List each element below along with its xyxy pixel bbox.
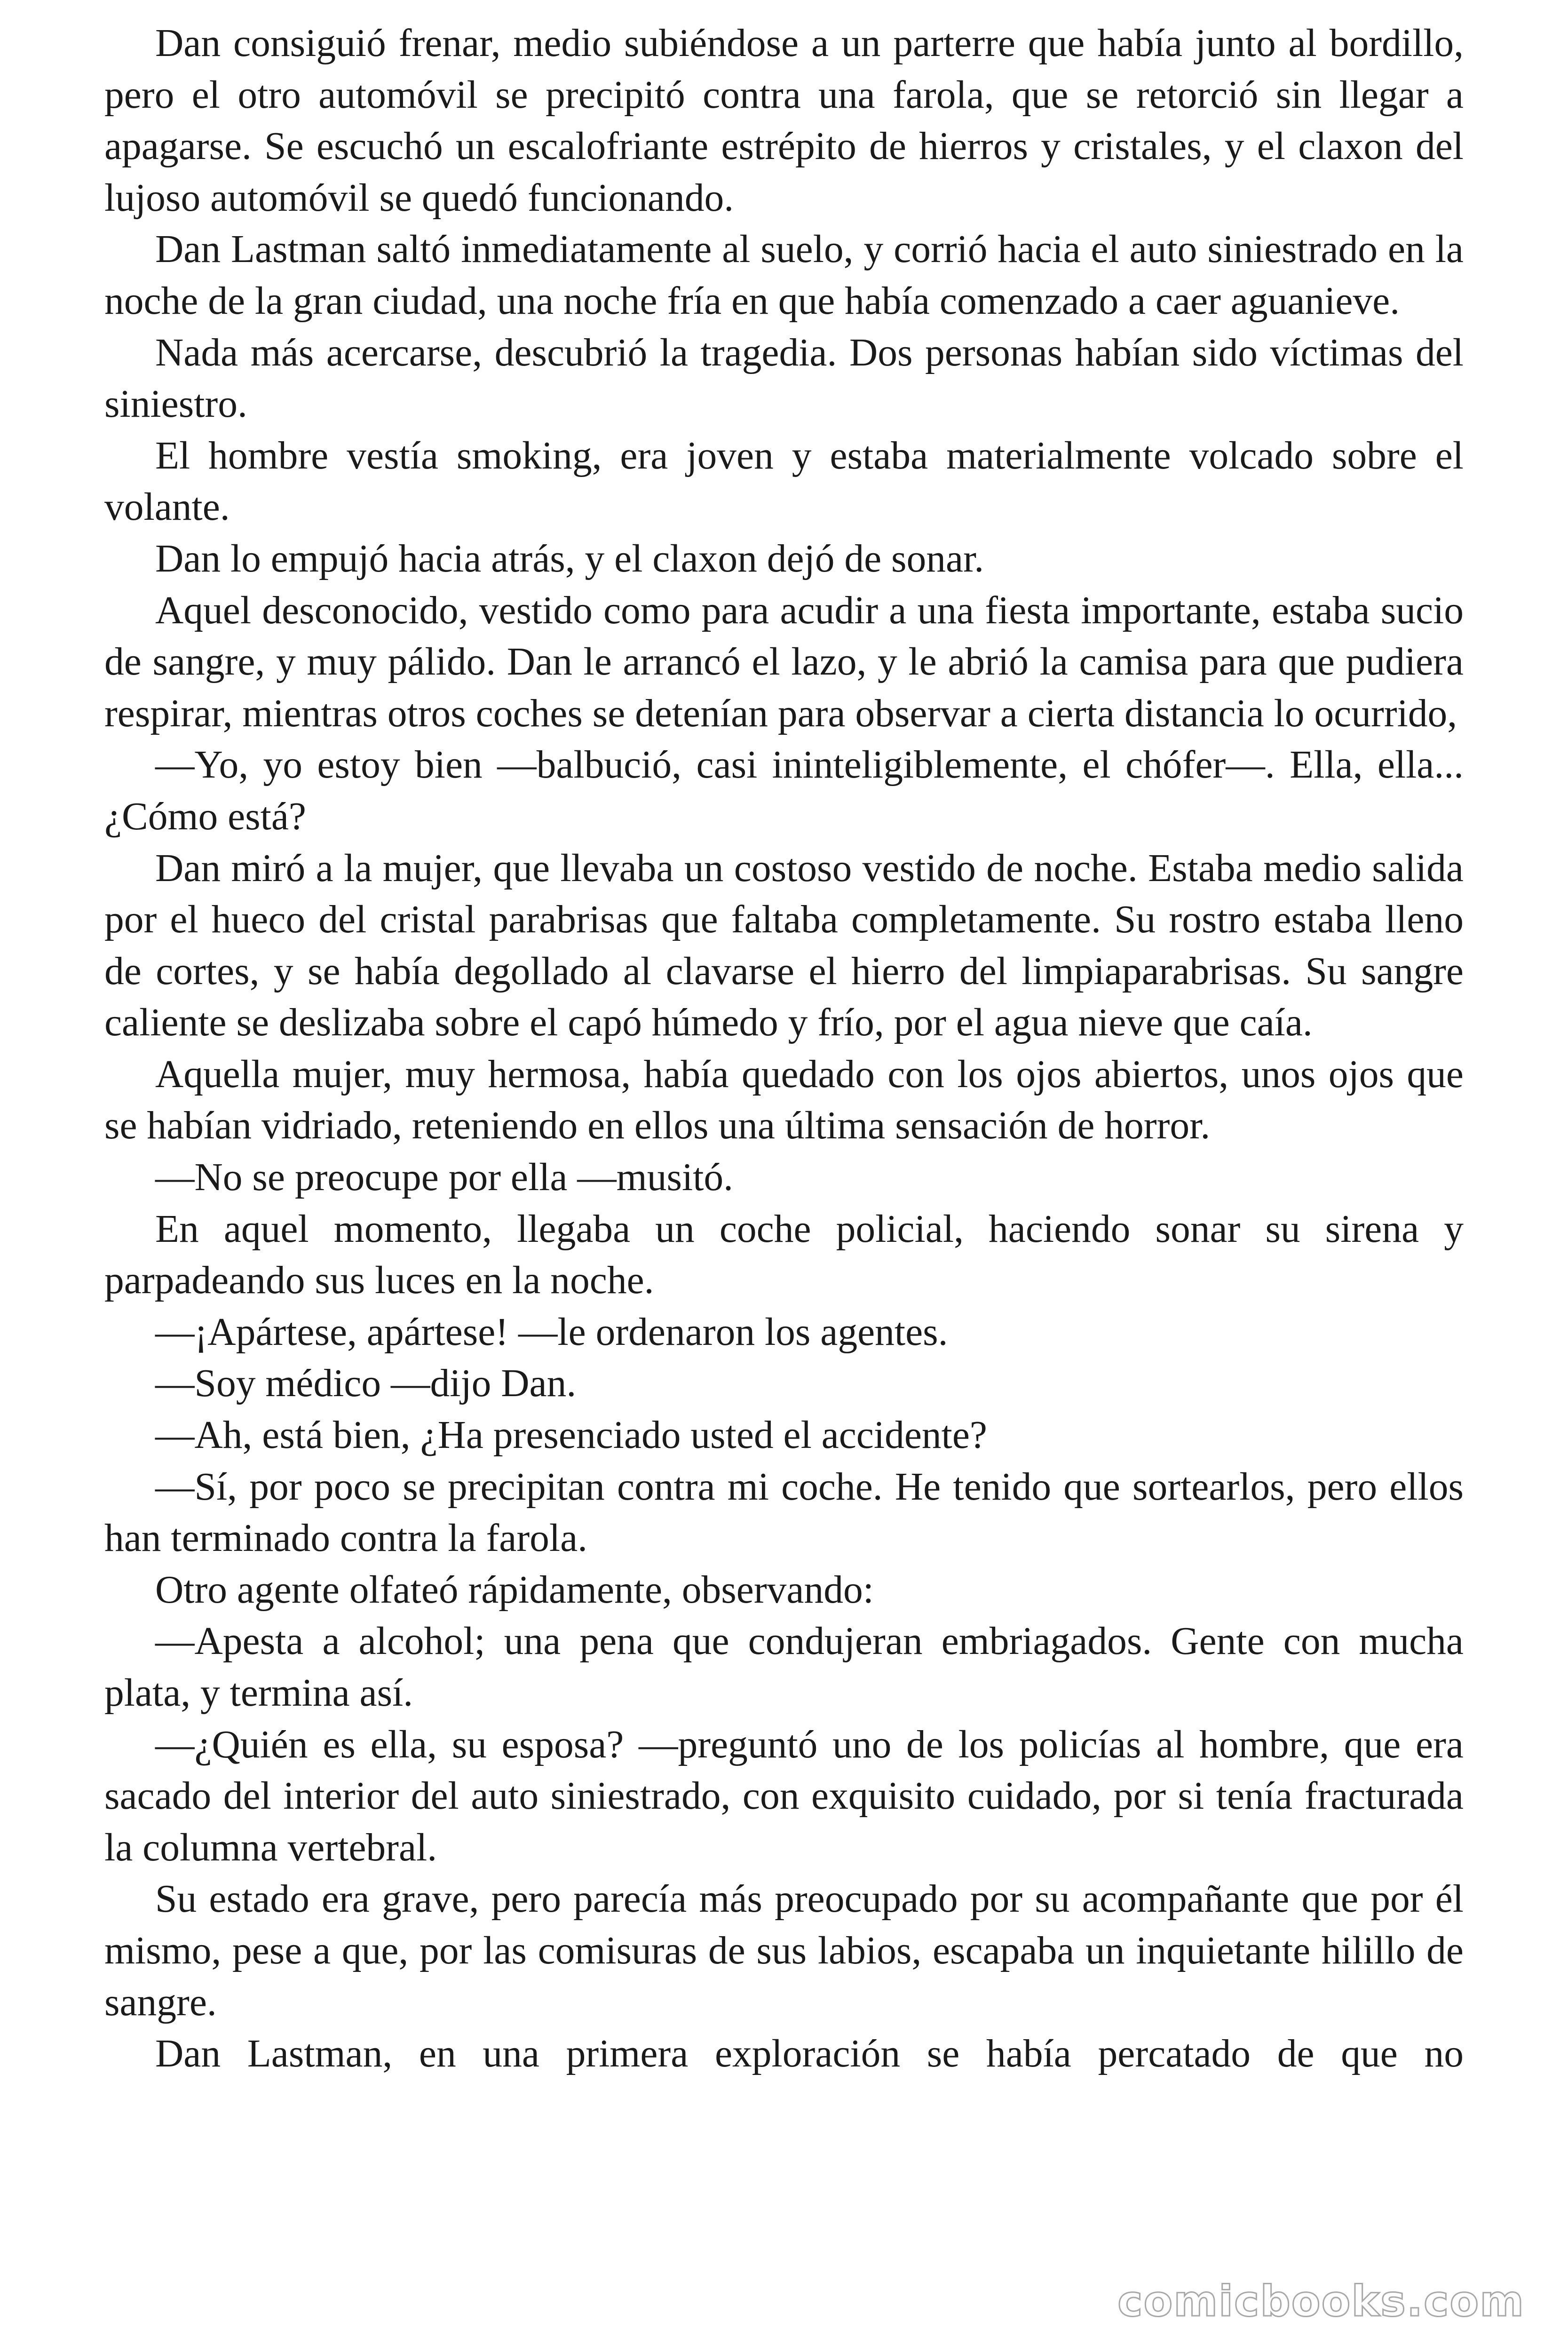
paragraph: Dan consiguió frenar, medio subiéndose a un parterre que había junto al bordillo, pero el otro automóvil se precipitó contra una farola, que se retorció sin llegar a apagarse. Se escuchó un escalofriante estrépito de hierros y cristales, y el claxon del lujoso automóvil se quedó funcionando.	[104, 22, 1464, 220]
paragraph: Otro agente olfateó rápidamente, observando:	[155, 1568, 874, 1612]
paragraph: —¡Apártese, apártese! —le ordenaron los agentes.	[155, 1310, 948, 1354]
paragraph: Aquel desconocido, vestido como para acudir a una fiesta importante, estaba sucio de sangre, y muy pálido. Dan le arrancó el lazo, y le abrió la camisa para que pudiera respirar, mientras otros coches se detenían para observar a cierta distancia lo ocurrido,	[104, 588, 1464, 735]
paragraph: El hombre vestía smoking, era joven y estaba materialmente volcado sobre el volante.	[104, 434, 1464, 529]
paragraph: —Apesta a alcohol; una pena que condujeran embriagados. Gente con mucha plata, y termina así.	[104, 1620, 1464, 1715]
watermark: comicbooks.com	[1117, 2277, 1525, 2326]
paragraph: Dan Lastman saltó inmediatamente al suelo, y corrió hacia el auto siniestrado en la noche de la gran ciudad, una noche fría en que había comenzado a caer aguanieve.	[104, 228, 1464, 323]
paragraph: Su estado era grave, pero parecía más preocupado por su acompañante que por él mismo, pese a que, por las comisuras de sus labios, escapaba un inquietante hilillo de sangre.	[104, 1877, 1464, 2024]
page-text-body	[104, 18, 1464, 2318]
paragraph: —¿Quién es ella, su esposa? —preguntó uno de los policías al hombre, que era sacado del interior del auto siniestrado, con exquisito cuidado, por si tenía fracturada la columna vertebral.	[104, 1723, 1464, 1869]
paragraph: —Sí, por poco se precipitan contra mi coche. He tenido que sortearlos, pero ellos han terminado contra la farola.	[104, 1465, 1464, 1560]
paragraph: —Soy médico —dijo Dan.	[155, 1362, 577, 1406]
paragraph: Aquella mujer, muy hermosa, había quedado con los ojos abiertos, unos ojos que se habían vidriado, reteniendo en ellos una última sensación de horror.	[104, 1052, 1464, 1148]
paragraph-continued: Dan Lastman, en una primera exploración se había percatado de que no	[155, 2032, 1464, 2076]
paragraph: —Yo, yo estoy bien —balbució, casi ininteligiblemente, el chófer—. Ella, ella... ¿Cómo está?	[104, 743, 1464, 838]
paragraph: Nada más acercarse, descubrió la tragedia. Dos personas habían sido víctimas del siniestro.	[104, 331, 1464, 426]
paragraph: —No se preocupe por ella —musitó.	[155, 1156, 734, 1200]
paragraph: —Ah, está bien, ¿Ha presenciado usted el accidente?	[155, 1414, 987, 1457]
paragraph: Dan miró a la mujer, que llevaba un costoso vestido de noche. Estaba medio salida por el hueco del cristal parabrisas que faltaba completamente. Su rostro estaba lleno de cortes, y se había degollado al clavarse el hierro del limpiaparabrisas. Su sangre caliente se deslizaba sobre el capó húmedo y frío, por el agua nieve que caía.	[104, 846, 1464, 1045]
paragraph: En aquel momento, llegaba un coche policial, haciendo sonar su sirena y parpadeando sus luces en la noche.	[104, 1207, 1464, 1303]
paragraph: Dan lo empujó hacia atrás, y el claxon dejó de sonar.	[155, 537, 984, 580]
